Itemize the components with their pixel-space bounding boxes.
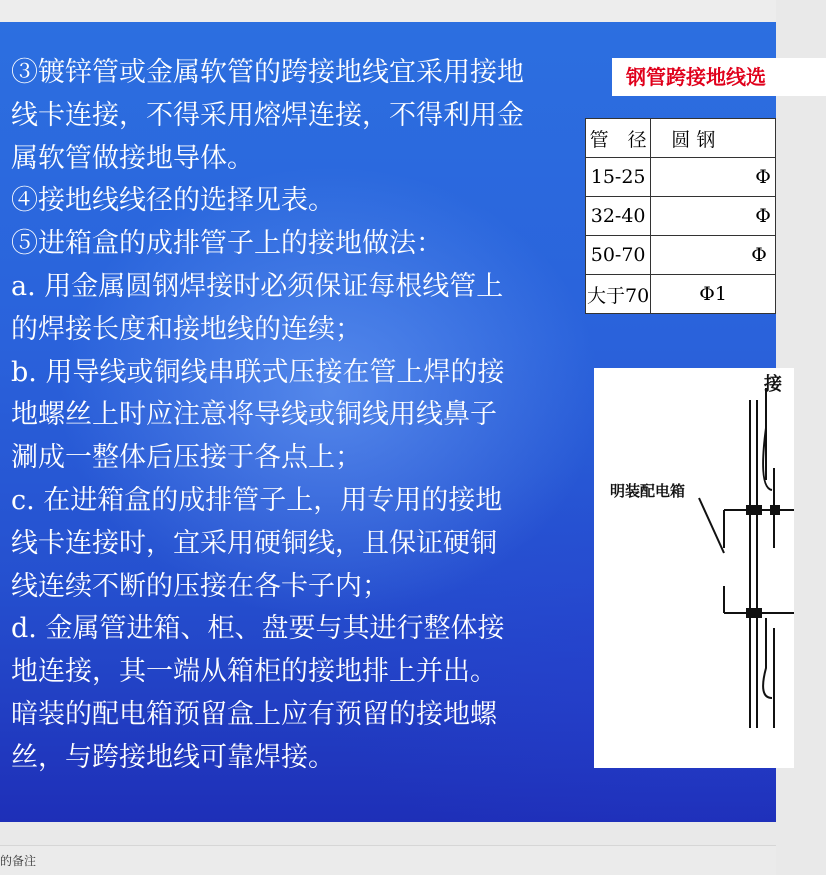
table-cell: Φ: [651, 236, 776, 275]
diagram-top-label: 接: [764, 374, 782, 395]
table-cell: Φ: [651, 197, 776, 236]
text-line: 属软管做接地导体。: [11, 142, 254, 174]
notes-label: 的备注: [0, 854, 37, 868]
text-line: 涮成一整体后压接于各点上；: [11, 442, 362, 474]
grounding-diagram-drawing: [594, 368, 794, 768]
table-row: [586, 197, 776, 236]
grounding-diagram: [594, 368, 794, 768]
table-row: [586, 236, 776, 275]
text-line: d. 金属管进箱、柜、盘要与其进行整体接: [11, 613, 505, 645]
text-line: 地螺丝上时应注意将导线或铜线用线鼻子: [11, 399, 497, 431]
table-cell: 32-40: [586, 197, 651, 236]
slide: [0, 22, 782, 822]
text-line: ④接地线线径的选择见表。: [11, 185, 335, 217]
text-line: 暗装的配电箱预留盒上应有预留的接地螺: [11, 698, 497, 730]
table-header-cell: 管 径: [586, 119, 651, 158]
text-line: 线卡连接，不得采用熔焊连接，不得利用金: [11, 99, 524, 131]
table-cell: Φ: [651, 158, 776, 197]
text-line: b. 用导线或铜线串联式压接在管上焊的接: [11, 356, 505, 388]
table-title: 钢管跨接地线选: [612, 58, 826, 96]
window-top-bar: [0, 0, 776, 22]
table-cell: 大于70: [586, 275, 651, 314]
table-cell: 15-25: [586, 158, 651, 197]
table-cell: 50-70: [586, 236, 651, 275]
table-row: [586, 275, 776, 314]
text-line: 线卡连接时，宜采用硬铜线，且保证硬铜: [11, 527, 497, 559]
text-line: 的焊接长度和接地线的连续；: [11, 313, 362, 345]
text-line: a. 用金属圆钢焊接时必须保证每根线管上: [11, 270, 504, 302]
table-header-cell: 圆 钢: [651, 119, 776, 158]
slide-body-text: [11, 52, 581, 780]
notes-bar[interactable]: [0, 845, 776, 875]
diagram-box-label: 明装配电箱: [610, 482, 686, 500]
text-line: ③镀锌管或金属软管的跨接地线宜采用接地: [11, 57, 524, 88]
text-line: ⑤进箱盒的成排管子上的接地做法：: [11, 228, 443, 260]
table-cell: Φ1: [651, 275, 776, 314]
table-row: [586, 158, 776, 197]
table-header-row: [586, 119, 776, 158]
ground-wire-spec-table: [585, 118, 776, 314]
text-line: 线连续不断的压接在各卡子内；: [11, 570, 389, 602]
text-line: 丝，与跨接地线可靠焊接。: [11, 741, 335, 773]
text-line: 地连接，其一端从箱柜的接地排上并出。: [11, 656, 497, 688]
text-line: c. 在进箱盒的成排管子上，用专用的接地: [11, 484, 503, 516]
